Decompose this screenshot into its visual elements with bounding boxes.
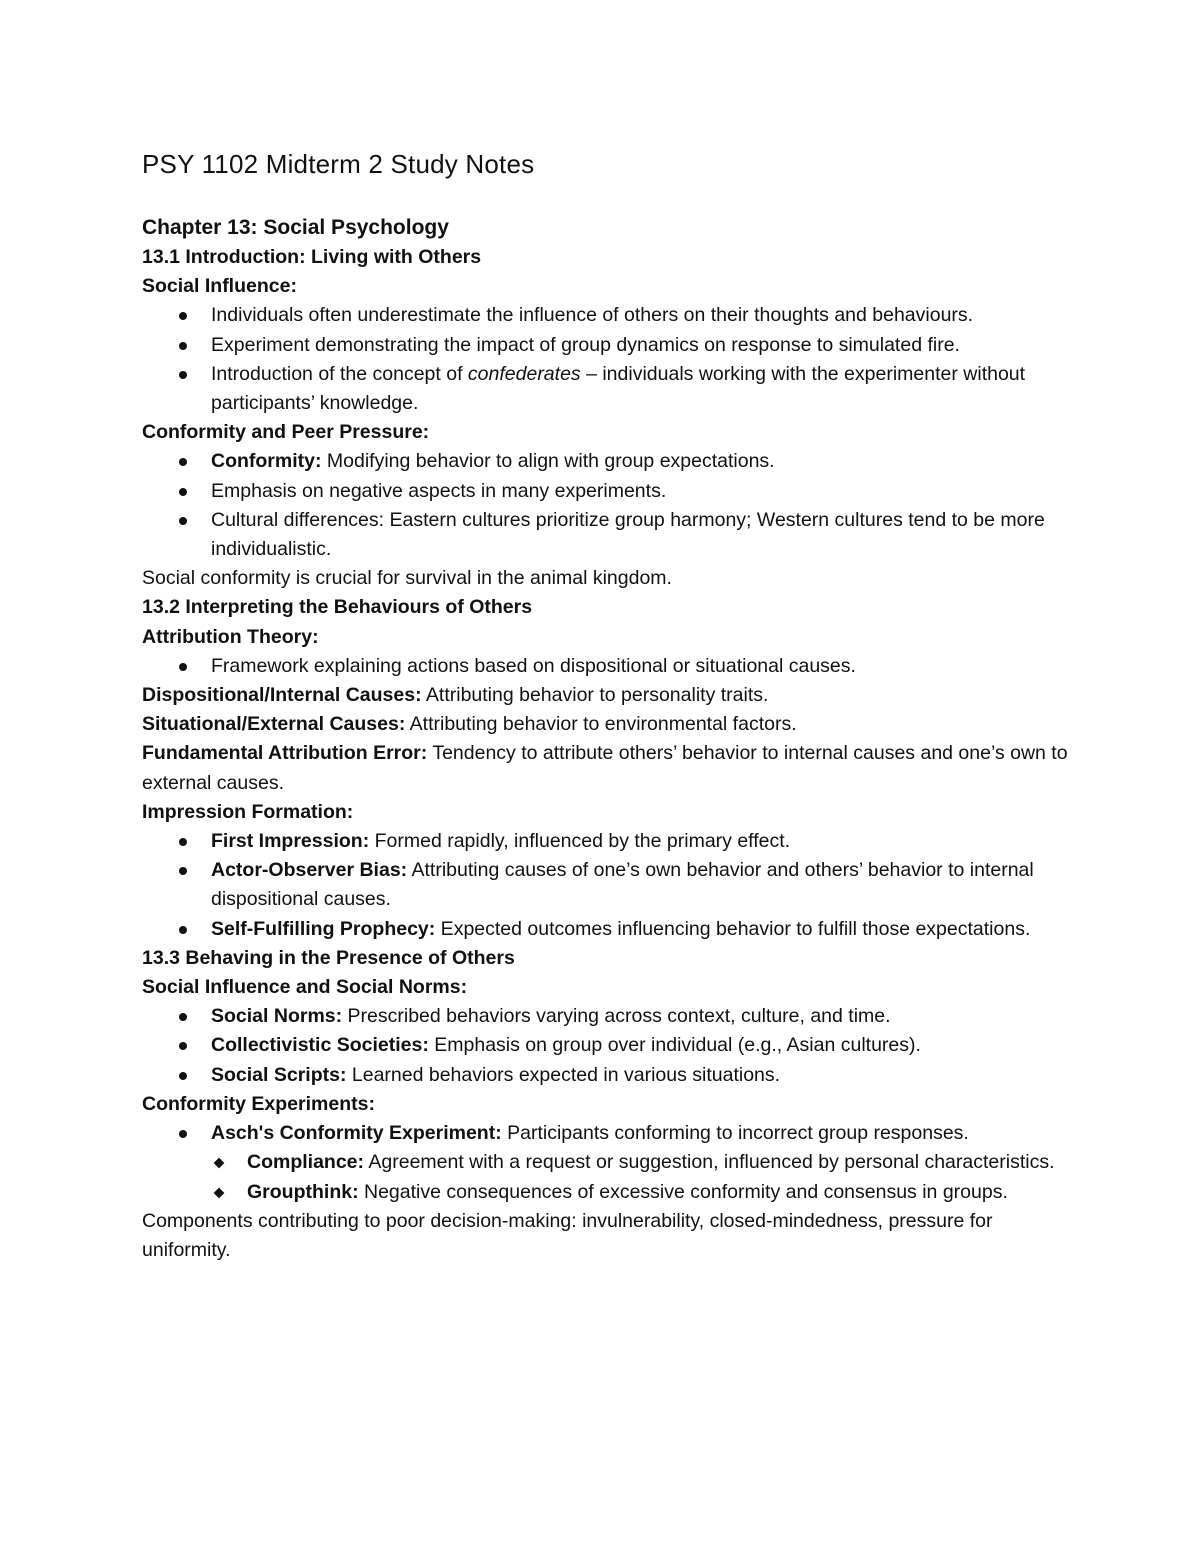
bold-term: Social Norms: — [211, 1005, 343, 1028]
list-item — [211, 506, 1082, 564]
paragraph-text: Attributing behavior to personality traits. — [421, 684, 769, 707]
bullet-text: Prescribed behaviors varying across context, culture, and time. — [342, 1005, 891, 1028]
bullet-text-post: – individuals working with the experimenter without participants’ knowledge. — [211, 362, 1026, 415]
list-item — [211, 301, 1082, 330]
paragraph — [142, 681, 1082, 710]
bullet-text: Modifying behavior to align with group expectations. — [321, 450, 775, 473]
list-item — [211, 1031, 1082, 1060]
bold-term: Compliance: — [247, 1151, 365, 1174]
paragraph: Components contributing to poor decision-making: invulnerability, closed-mindedness, pressure for uniformity. — [142, 1209, 993, 1261]
list-item — [211, 827, 1082, 856]
bold-term: Fundamental Attribution Error: — [142, 742, 428, 765]
list-item — [211, 477, 1082, 506]
experiments-sublist — [211, 1148, 1082, 1206]
sub-list-item — [247, 1178, 1082, 1207]
list-item — [211, 1061, 1082, 1090]
list-item — [211, 915, 1082, 944]
subheading-experiments: Conformity Experiments: — [142, 1092, 375, 1115]
paragraph: Social conformity is crucial for survival in the animal kingdom. — [142, 567, 672, 590]
bullet-text: Participants conforming to incorrect group responses. — [501, 1122, 969, 1145]
paragraph-text: Tendency to attribute others’ behavior to internal causes and one’s own to external causes. — [142, 742, 1068, 794]
bullet-text: Emphasis on negative aspects in many experiments. — [211, 479, 667, 502]
list-item — [211, 652, 1082, 681]
attribution-list — [142, 652, 1082, 681]
document-page — [142, 148, 1082, 1265]
experiments-list — [142, 1119, 1082, 1207]
bullet-text: Expected outcomes influencing behavior to fulfill those expectations. — [435, 917, 1031, 940]
bold-term: Situational/External Causes: — [142, 713, 406, 736]
subheading-social-influence: Social Influence: — [142, 275, 297, 298]
bullet-text: Individuals often underestimate the influence of others on their thoughts and behaviours. — [211, 304, 974, 327]
subheading-impression: Impression Formation: — [142, 800, 354, 823]
social-influence-list — [142, 301, 1082, 418]
bold-term: First Impression: — [211, 830, 370, 853]
bullet-text: Framework explaining actions based on dispositional or situational causes. — [211, 654, 856, 677]
bold-term: Groupthink: — [247, 1180, 359, 1203]
paragraph-text: Attributing behavior to environmental factors. — [405, 713, 797, 736]
list-item — [211, 856, 1082, 914]
section-heading-13-1: 13.1 Introduction: Living with Others — [142, 246, 482, 268]
chapter-heading: Chapter 13: Social Psychology — [142, 216, 449, 239]
subheading-conformity: Conformity and Peer Pressure: — [142, 421, 430, 444]
list-item — [211, 360, 1082, 418]
sub-list-item — [247, 1148, 1082, 1177]
paragraph — [142, 739, 1082, 797]
bullet-text: Attributing causes of one’s own behavior and others’ behavior to internal dispositional causes. — [211, 859, 1034, 911]
bold-term: Conformity: — [211, 450, 322, 473]
document-title: PSY 1102 Midterm 2 Study Notes — [142, 149, 535, 179]
bullet-text: Learned behaviors expected in various situations. — [346, 1063, 781, 1086]
bold-term: Social Scripts: — [211, 1063, 347, 1086]
bullet-text: Experiment demonstrating the impact of group dynamics on response to simulated fire. — [211, 333, 960, 356]
subheading-attribution: Attribution Theory: — [142, 625, 319, 648]
paragraph — [142, 710, 1082, 739]
bullet-text: Emphasis on group over individual (e.g., Asian cultures). — [428, 1034, 921, 1057]
bullet-text: Negative consequences of excessive conformity and consensus in groups. — [358, 1180, 1008, 1203]
bullet-text: Agreement with a request or suggestion, influenced by personal characteristics. — [364, 1151, 1055, 1174]
bullet-text: Cultural differences: Eastern cultures prioritize group harmony; Western cultures tend to be more individualistic. — [211, 508, 1045, 561]
subheading-norms: Social Influence and Social Norms: — [142, 976, 468, 999]
emphasis-term: confederates — [467, 362, 581, 385]
section-heading-13-3: 13.3 Behaving in the Presence of Others — [142, 946, 515, 969]
norms-list — [142, 1002, 1082, 1090]
list-item — [211, 1002, 1082, 1031]
list-item — [211, 447, 1082, 476]
bold-term: Self-Fulfilling Prophecy: — [211, 917, 436, 940]
bold-term: Collectivistic Societies: — [211, 1034, 429, 1057]
bold-term: Actor-Observer Bias: — [211, 859, 408, 882]
list-item — [211, 1119, 1082, 1207]
list-item — [211, 331, 1082, 360]
impression-list — [142, 827, 1082, 944]
bold-term: Dispositional/Internal Causes: — [142, 684, 422, 707]
bullet-text-pre: Introduction of the concept of — [211, 362, 468, 385]
conformity-list — [142, 447, 1082, 564]
section-heading-13-2: 13.2 Interpreting the Behaviours of Others — [142, 596, 533, 619]
bullet-text: Formed rapidly, influenced by the primary effect. — [369, 830, 791, 853]
bold-term: Asch's Conformity Experiment: — [211, 1122, 502, 1145]
